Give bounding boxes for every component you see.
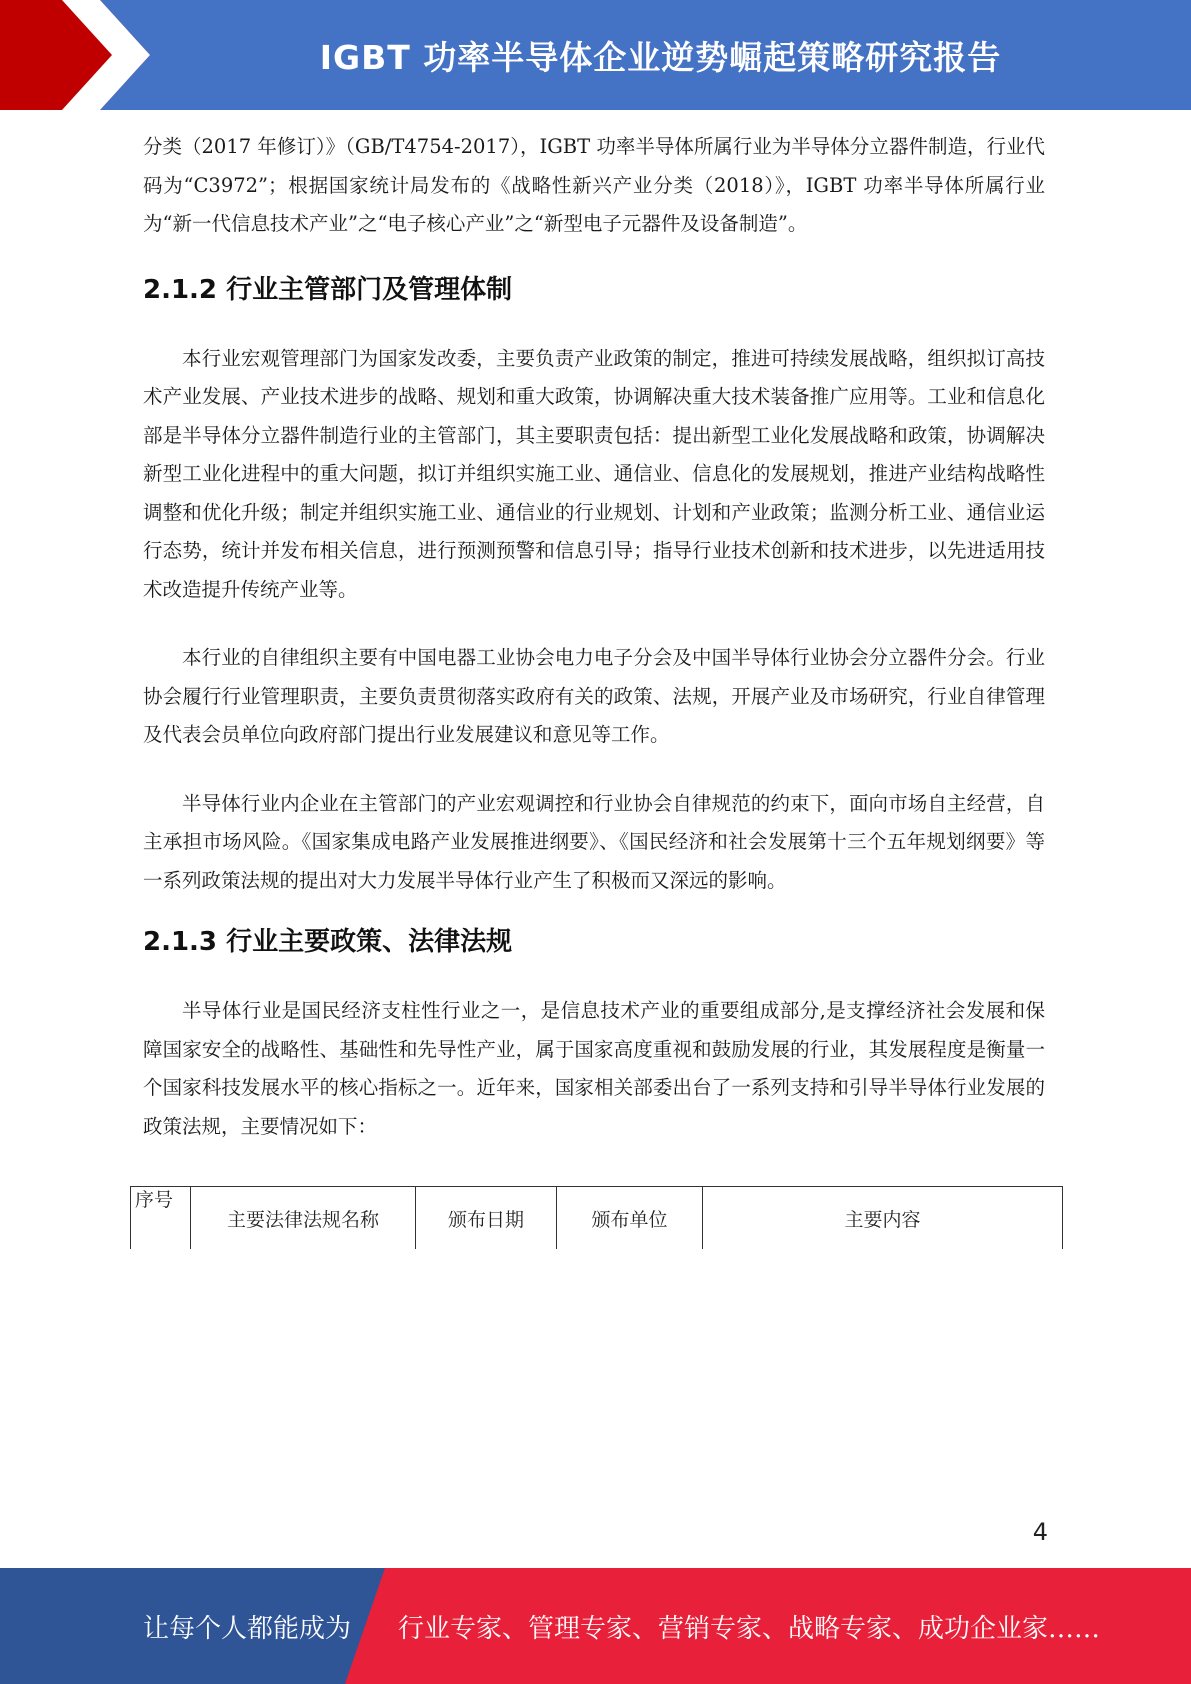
page-footer [0,1568,1191,1684]
policy-table [130,1186,1063,1249]
document-body [143,128,1045,1146]
section-heading-2-1-2: 2.1.2 行业主管部门及管理体制 [143,274,513,305]
footer-slogan-left: 让每个人都能成为 [143,1613,352,1644]
paragraph-management-departments: 本行业宏观管理部门为国家发改委，主要负责产业政策的制定，推进可持续发展战略，组织拟订高技术产业发展、产业技术进步的战略、规划和重大政策，协调解决重大技术装备推广应用等。工业和信息化部是半导体分立器件制造行业的主管部门，其主要职责包括：提出新型工业化发展战略和政策，协调解决新型工业化进程中的重大问题，拟订并组织实施工业、通信业、信息化的发展规划，推进产业结构战略性调整和优化升级；制定并组织实施工业、通信业的行业规划、计划和产业政策；监测分析工业、通信业运行态势，统计并发布相关信息，进行预测预警和信息引导；指导行业技术创新和技术进步，以先进适用技术改造提升传统产业等。 [143,346,1045,601]
table-header-main-content: 主要内容 [703,1187,1063,1250]
table-header-law-name: 主要法律法规名称 [191,1187,416,1250]
page-number: 4 [1032,1518,1048,1546]
intro-paragraph: 分类（2017 年修订）》（GB/T4754-2017），IGBT 功率半导体所属行业为半导体分立器件制造，行业代码为“C3972”；根据国家统计局发布的《战略性新兴产业分类（2018）》，IGBT 功率半导体所属行业为“新一代信息技术产业”之“电子核心产业”之“新型电子元器件及设备制造”。 [143,135,1045,235]
report-title: IGBT 功率半导体企业逆势崛起策略研究报告 [319,37,1002,77]
table-header-issue-date: 颁布日期 [416,1187,557,1250]
paragraph-market-operation: 半导体行业内企业在主管部门的产业宏观调控和行业协会自律规范的约束下，面向市场自主经营，自主承担市场风险。《国家集成电路产业发展推进纲要》、《国民经济和社会发展第十三个五年规划纲要》等一系列政策法规的提出对大力发展半导体行业产生了积极而又深远的影响。 [143,791,1045,892]
page-header [0,0,1191,110]
paragraph-self-regulatory-organizations: 本行业的自律组织主要有中国电器工业协会电力电子分会及中国半导体行业协会分立器件分会。行业协会履行行业管理职责，主要负责贯彻落实政府有关的政策、法规，开展产业及市场研究，行业自律管理及代表会员单位向政府部门提出行业发展建议和意见等工作。 [143,646,1045,746]
table-header-row [131,1187,1063,1250]
table-header-serial-number: 序号 [131,1187,191,1250]
paragraph-policies-intro: 半导体行业是国民经济支柱性行业之一，是信息技术产业的重要组成部分,是支撑经济社会发展和保障国家安全的战略性、基础性和先导性产业，属于国家高度重视和鼓励发展的行业，其发展程度是衡量一个国家科技发展水平的核心指标之一。近年来，国家相关部委出台了一系列支持和引导半导体行业发展的政策法规，主要情况如下： [143,999,1045,1138]
footer-slogan-right: 行业专家、管理专家、营销专家、战略专家、成功企业家…… [398,1613,1101,1644]
section-heading-2-1-3: 2.1.3 行业主要政策、法律法规 [143,927,513,957]
table-header-issuing-unit: 颁布单位 [557,1187,703,1250]
